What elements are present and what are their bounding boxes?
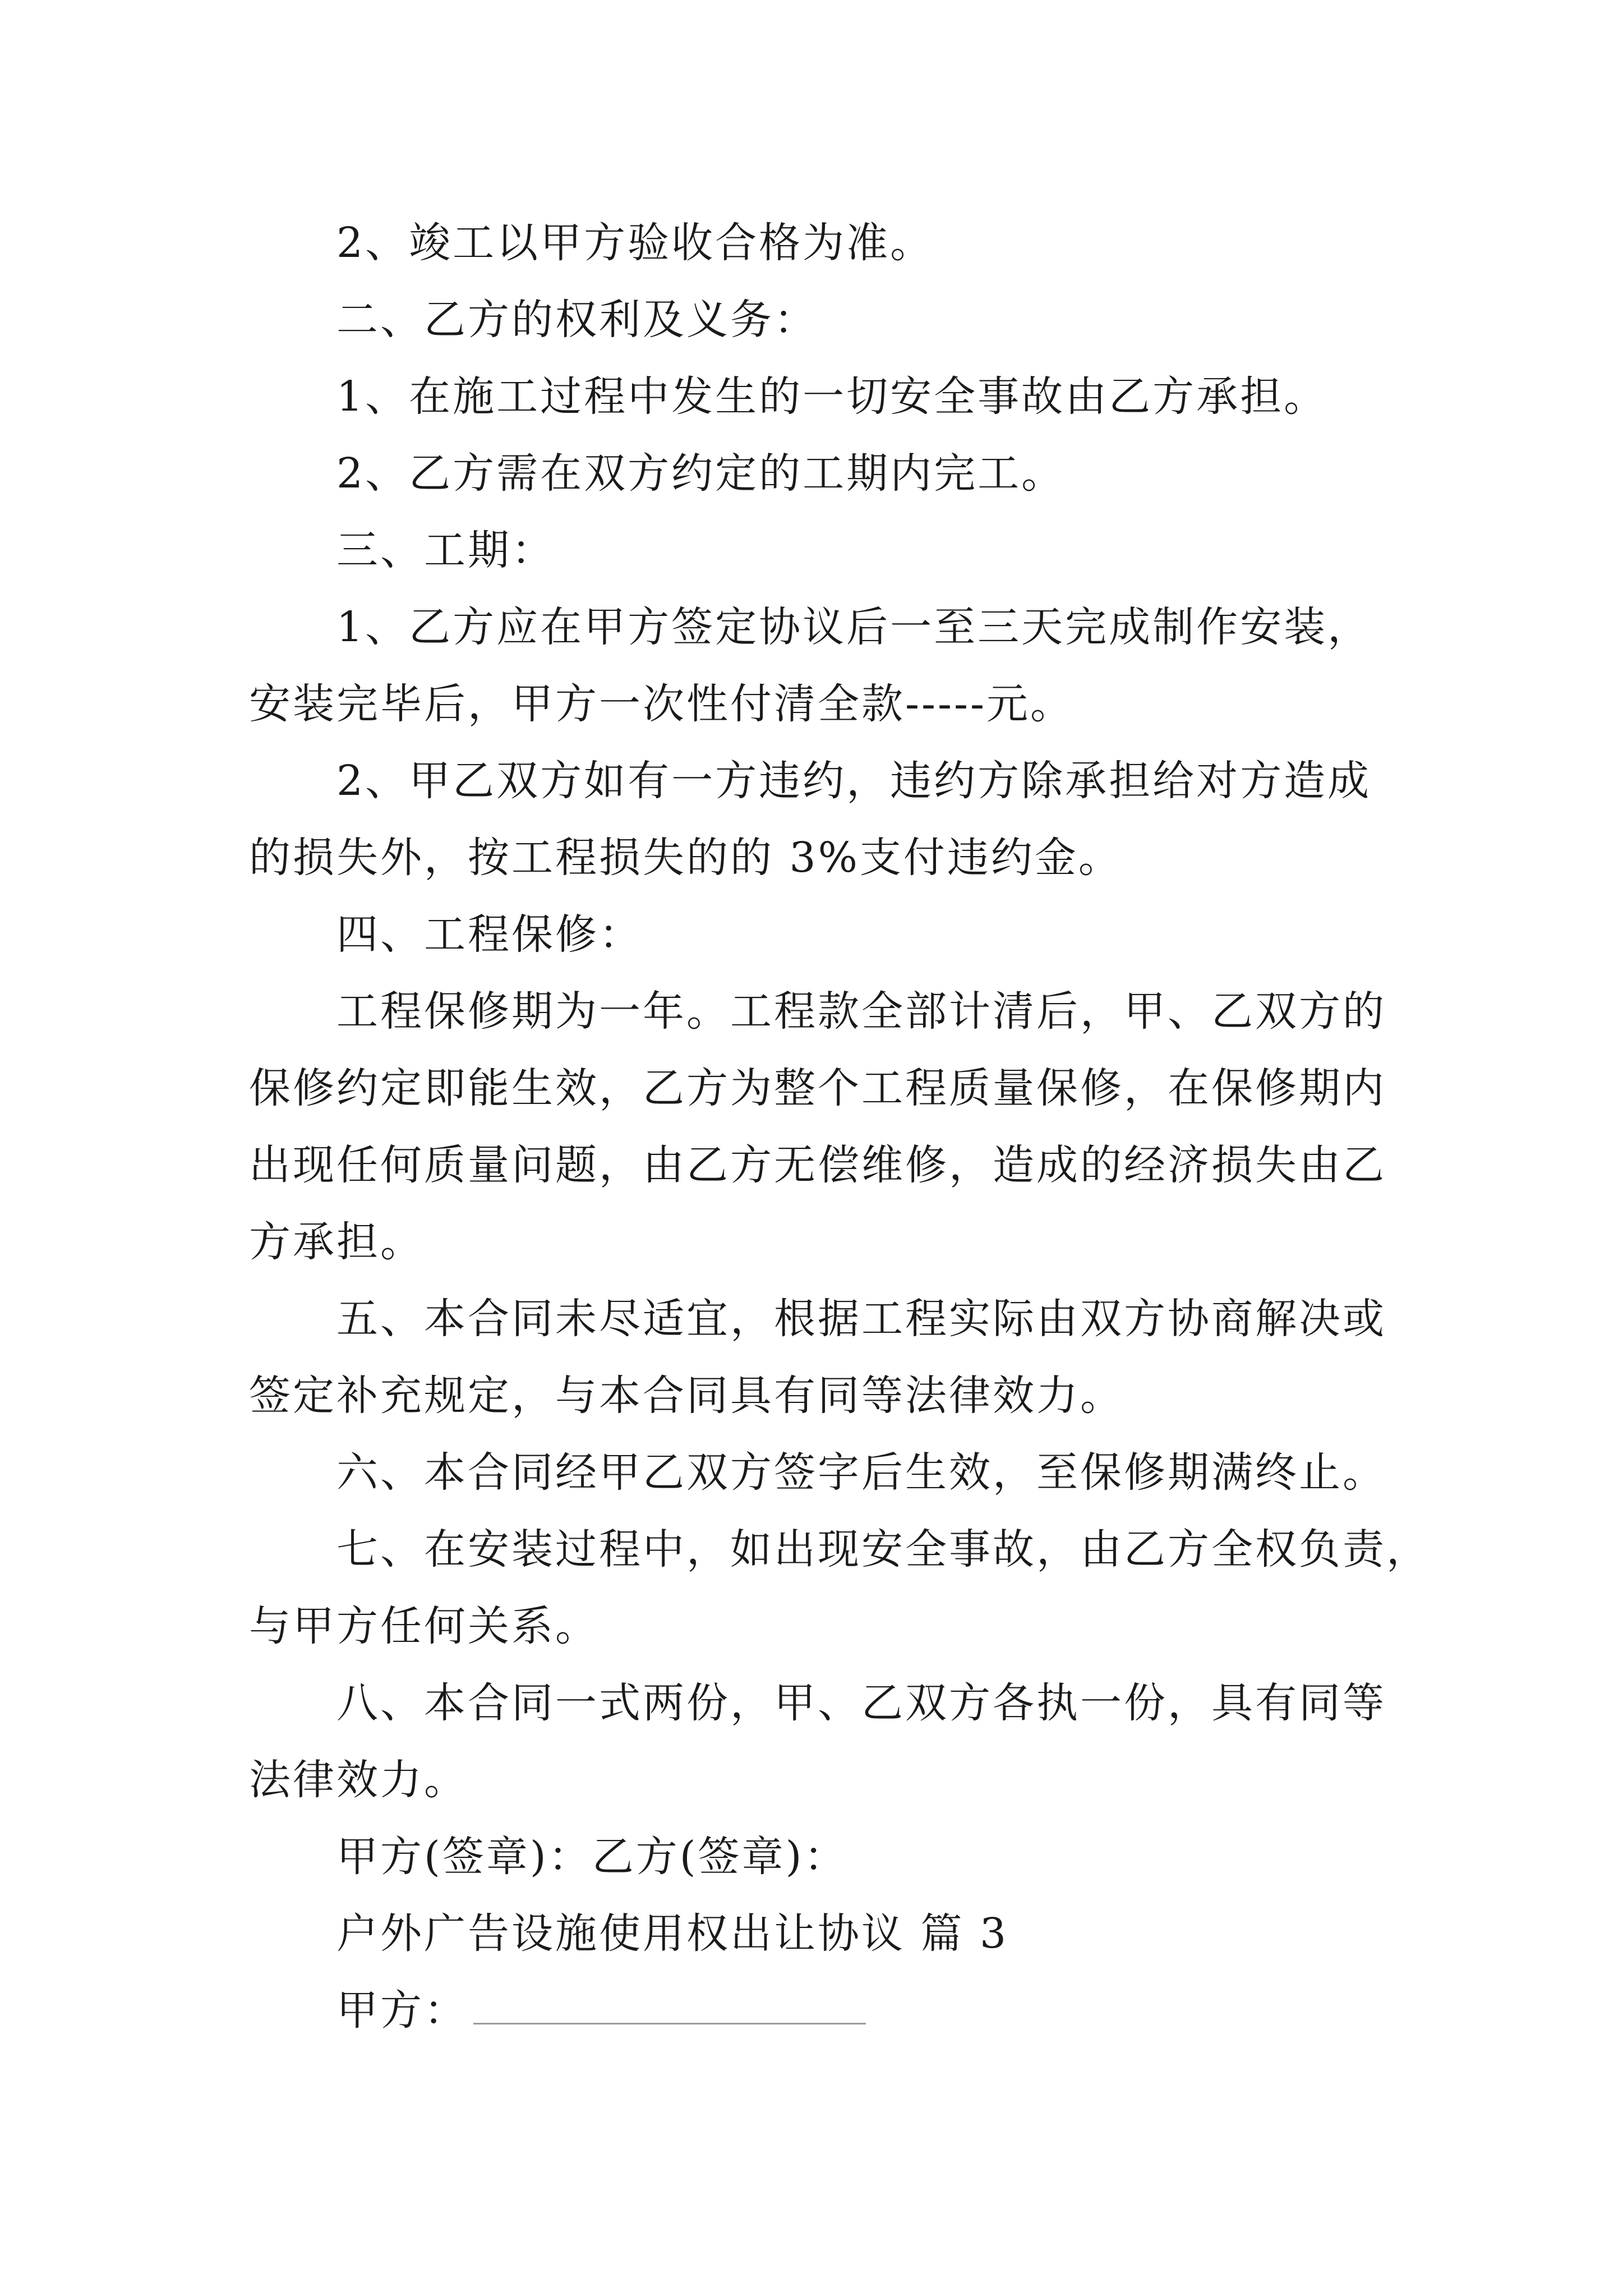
clause-warranty-line-2: 保修约定即能生效，乙方为整个工程质量保修，在保修期内 [249, 1064, 1386, 1112]
clause-six: 六、本合同经甲乙双方签字后生效，至保修期满终止。 [336, 1448, 1386, 1497]
clause-five-line-2: 签定补充规定，与本合同具有同等法律效力。 [249, 1372, 1124, 1420]
clause-breach-line-1: 2、甲乙双方如有一方违约，违约方除承担给对方造成 [336, 757, 1372, 805]
party-a-field [336, 1982, 866, 2039]
clause-five-line-1: 五、本合同未尽适宜，根据工程实际由双方协商解决或 [336, 1295, 1386, 1343]
clause-breach-line-2: 的损失外，按工程损失的的 3%支付违约金。 [249, 834, 1122, 882]
signature-line: 甲方(签章)：乙方(签章)： [336, 1833, 848, 1881]
next-article-title: 户外广告设施使用权出让协议 篇 3 [336, 1910, 1009, 1958]
clause-seven-line-1: 七、在安装过程中，如出现安全事故，由乙方全权负责， [336, 1525, 1430, 1573]
clause-safety-responsibility: 1、在施工过程中发生的一切安全事故由乙方承担。 [336, 372, 1328, 421]
clause-warranty-line-4: 方承担。 [249, 1218, 424, 1266]
clause-completion-deadline: 2、乙方需在双方约定的工期内完工。 [336, 449, 1066, 498]
section-heading-schedule: 三、工期： [336, 526, 555, 574]
clause-seven-line-2: 与甲方任何关系。 [249, 1602, 599, 1650]
clause-warranty-line-1: 工程保修期为一年。工程款全部计清后，甲、乙双方的 [336, 987, 1386, 1036]
clause-completion-acceptance: 2、竣工以甲方验收合格为准。 [336, 219, 934, 267]
section-heading-party-b-rights: 二、乙方的权利及义务： [336, 296, 818, 344]
clause-schedule-line-1: 1、乙方应在甲方签定协议后一至三天完成制作安装， [336, 603, 1372, 651]
clause-schedule-line-2: 安装完毕后，甲方一次性付清全款-----元。 [249, 680, 1075, 728]
party-a-label: 甲方： [336, 1986, 468, 2035]
clause-eight-line-1: 八、本合同一式两份，甲、乙双方各执一份，具有同等 [336, 1679, 1386, 1727]
section-heading-warranty: 四、工程保修： [336, 910, 643, 959]
clause-warranty-line-3: 出现任何质量问题，由乙方无偿维修，造成的经济损失由乙 [249, 1141, 1386, 1189]
party-a-blank-line [473, 1989, 866, 2024]
clause-eight-line-2: 法律效力。 [249, 1756, 468, 1804]
